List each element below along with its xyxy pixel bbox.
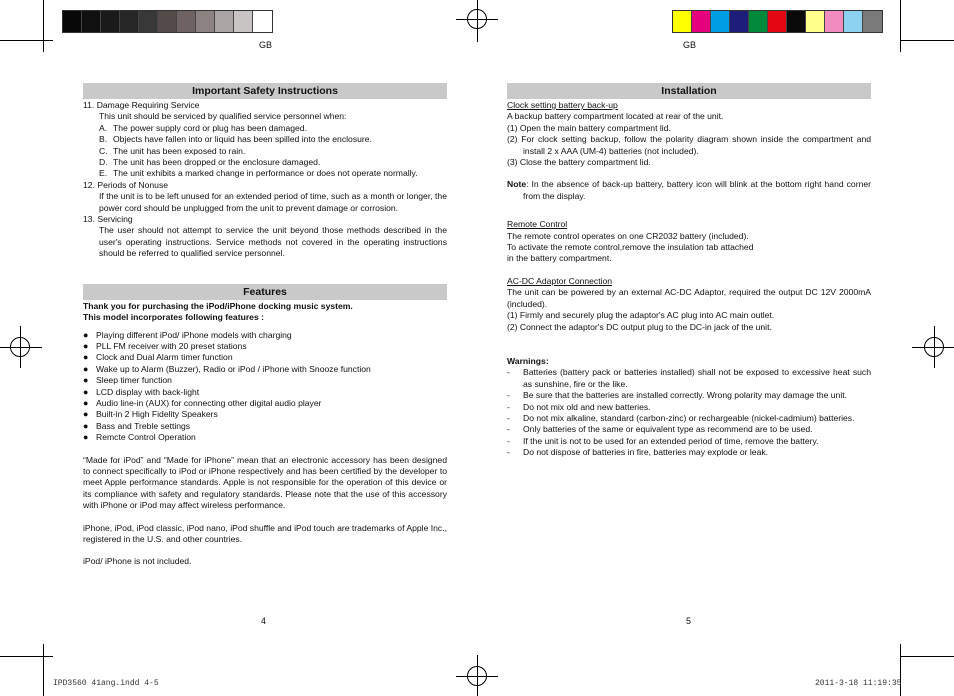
- remote-line: To activate the remote control,remove the insulation tab attached: [507, 242, 754, 253]
- feature-text: PLL FM receiver with 20 preset stations: [96, 340, 247, 351]
- bullet-dot: ●: [83, 409, 89, 420]
- right-page-column: [507, 83, 871, 459]
- subitem-text: The unit exhibits a marked change in performance or does not operate normally.: [113, 168, 418, 179]
- color-swatch: [158, 11, 177, 32]
- crop-mark: [43, 0, 44, 52]
- warning-text: Do not mix alkaline, standard (carbon-zinc) or rechargeable (nickel-cadmium) batteries.: [523, 412, 855, 423]
- remote-control-text: [507, 231, 871, 265]
- crop-mark: [900, 656, 954, 657]
- warning-dash: -: [507, 401, 510, 412]
- remote-line: in the battery compartment.: [507, 253, 612, 264]
- crop-mark: [0, 656, 53, 657]
- features-intro-2: This model incorporates following features :: [83, 312, 264, 323]
- feature-text: Bass and Treble settings: [96, 420, 191, 431]
- crop-mark: [900, 644, 901, 696]
- registration-mark: [0, 326, 42, 368]
- warning-dash: -: [507, 367, 510, 378]
- bullet-dot: ●: [83, 397, 89, 408]
- print-timestamp: 2011-3-18 11:19:35: [815, 679, 902, 688]
- clock-backup-title: Clock setting battery back-up: [507, 100, 618, 110]
- warning-dash: -: [507, 447, 510, 458]
- bullet-dot: ●: [83, 352, 89, 363]
- item-11-subitem: [83, 123, 447, 134]
- feature-item: [83, 375, 447, 386]
- bullet-dot: ●: [83, 432, 89, 443]
- color-swatch: [749, 11, 768, 32]
- subitem-text: The power supply cord or plug has been damaged.: [113, 122, 307, 133]
- item-13-text: The user should not attempt to service the unit beyond those methods described in the user's operating instructions. Service methods not covered in the operating instructions should be referred to qualified service personnel.: [99, 225, 447, 259]
- warning-text: Batteries (battery pack or batteries installed) shall not be exposed to excessive heat such as sunshine, fire or the like.: [523, 367, 871, 389]
- clock-backup-intro: A backup battery compartment located at rear of the unit.: [507, 111, 724, 122]
- item-11-title: 11. Damage Requiring Service: [83, 100, 200, 110]
- safety-header: Important Safety Instructions: [83, 83, 447, 99]
- color-swatch: [234, 11, 253, 32]
- feature-item: [83, 432, 447, 443]
- color-swatch: [768, 11, 787, 32]
- feature-text: Playing different iPod/ iPhone models with charging: [96, 329, 292, 340]
- clock-backup-steps: [507, 123, 871, 169]
- clock-step: (3) Close the battery compartment lid.: [507, 157, 651, 168]
- warning-dash: -: [507, 424, 510, 435]
- bullet-dot: ●: [83, 329, 89, 340]
- item-11-subitem: [83, 134, 447, 145]
- crop-mark: [0, 40, 53, 41]
- warning-text: Do not mix old and new batteries.: [523, 401, 651, 412]
- item-13-title: 13. Servicing: [83, 214, 133, 225]
- registration-mark: [456, 0, 498, 42]
- bullet-dot: ●: [83, 363, 89, 374]
- item-11-intro: This unit should be serviced by qualified service personnel when:: [99, 111, 347, 122]
- item-11-subitem: [83, 168, 447, 179]
- feature-text: Built-in 2 High Fidelity Speakers: [96, 409, 218, 420]
- warning-text: Be sure that the batteries are installed correctly. Wrong polarity may damage the unit.: [523, 390, 848, 401]
- acdc-step: (1) Firmly and securely plug the adaptor's AC plug into AC main outlet.: [507, 310, 775, 321]
- subitem-letter: D.: [99, 157, 108, 168]
- warnings-list: [507, 367, 871, 458]
- color-swatch: [101, 11, 120, 32]
- warning-text: If the unit is not to be used for an extended period of time, remove the battery.: [523, 435, 819, 446]
- item-12-text: If the unit is to be left unused for an extended period of time, such as a month or longer, the power cord should be unplugged from the unit to prevent damage or corrosion.: [99, 191, 447, 213]
- feature-text: Clock and Dual Alarm timer function: [96, 352, 233, 363]
- note-label: Note: [507, 179, 527, 190]
- bullet-dot: ●: [83, 386, 89, 397]
- feature-item: [83, 421, 447, 432]
- warning-item: [507, 424, 871, 435]
- warnings-title: Warnings:: [507, 355, 549, 366]
- warning-text: Only batteries of the same or equivalent type as recommend are to be used.: [523, 424, 813, 435]
- subitem-text: The unit has been dropped or the enclosure damaged.: [113, 157, 321, 168]
- color-swatch: [863, 11, 882, 32]
- process-color-bar: [672, 10, 883, 33]
- warning-item: [507, 367, 871, 390]
- color-swatch: [844, 11, 863, 32]
- color-swatch: [692, 11, 711, 32]
- color-swatch: [711, 11, 730, 32]
- feature-item: [83, 398, 447, 409]
- indd-file-slug: IPD3560 41ang.indd 4-5: [53, 679, 159, 688]
- feature-item: [83, 341, 447, 352]
- bullet-dot: ●: [83, 340, 89, 351]
- warning-dash: -: [507, 390, 510, 401]
- feature-text: Remcte Control Operation: [96, 432, 196, 443]
- feature-item: [83, 387, 447, 398]
- made-for-ipod-paragraph: “Made for iPod” and “Made for iPhone” mean that an electronic accessory has been designed to connect specifically to iPod or iPhone respectively and has been certified by the developer to meet Apple performance standards. Apple is not responsible for the operation of this device or its compliance with safety and regulatory standards. Please note that the use of this accessory with iPhone or iPod may affect wireless performance.: [83, 454, 447, 511]
- color-swatch: [177, 11, 196, 32]
- subitem-letter: C.: [99, 145, 108, 156]
- note-text: : In the absence of back-up battery, battery icon will blink at the bottom right hand corner from the display.: [523, 179, 871, 201]
- clock-step: (1) Open the main battery compartment lid.: [507, 122, 671, 133]
- left-page-column: [83, 83, 447, 568]
- acdc-intro: The unit can be powered by an external AC-DC Adaptor, required the output DC 12V 2000mA (included).: [507, 287, 871, 309]
- subitem-text: Objects have fallen into or liquid has been spilled into the enclosure.: [113, 134, 372, 145]
- feature-item: [83, 352, 447, 363]
- note-paragraph: [507, 179, 871, 202]
- bullet-dot: ●: [83, 420, 89, 431]
- language-label-left: GB: [259, 40, 273, 50]
- color-swatch: [787, 11, 806, 32]
- warning-item: [507, 390, 871, 401]
- acdc-title: AC-DC Adaptor Connection: [507, 275, 613, 286]
- not-included-note: iPod/ iPhone is not included.: [83, 556, 192, 567]
- color-swatch: [825, 11, 844, 32]
- color-swatch: [806, 11, 825, 32]
- color-swatch: [253, 11, 272, 32]
- subitem-letter: E.: [99, 168, 108, 179]
- bullet-dot: ●: [83, 375, 89, 386]
- feature-item: [83, 330, 447, 341]
- remote-line: The remote control operates on one CR2032 battery (included).: [507, 230, 749, 241]
- features-header: Features: [83, 284, 447, 300]
- warning-item: [507, 402, 871, 413]
- item-11-sublist: [83, 123, 447, 180]
- subitem-text: The unit has been exposed to rain.: [113, 145, 246, 156]
- language-label-right: GB: [683, 40, 697, 50]
- features-intro-1: Thank you for purchasing the iPod/iPhone docking music system.: [83, 300, 353, 311]
- grayscale-color-bar: [62, 10, 273, 33]
- subitem-letter: B.: [99, 134, 108, 145]
- feature-item: [83, 364, 447, 375]
- warning-text: Do not dispose of batteries in fire, batteries may explode or leak.: [523, 447, 769, 458]
- features-list: [83, 330, 447, 444]
- warning-dash: -: [507, 435, 510, 446]
- acdc-steps: [507, 310, 871, 333]
- warning-item: [507, 413, 871, 424]
- page-number-right: 5: [686, 616, 692, 626]
- crop-mark: [43, 644, 44, 696]
- feature-text: Wake up to Alarm (Buzzer), Radio or iPod / iPhone with Snooze function: [96, 363, 371, 374]
- color-swatch: [82, 11, 101, 32]
- registration-mark: [912, 326, 954, 368]
- registration-mark: [456, 655, 498, 696]
- color-swatch: [730, 11, 749, 32]
- color-swatch: [139, 11, 158, 32]
- warning-item: [507, 436, 871, 447]
- installation-header: Installation: [507, 83, 871, 99]
- trademarks-paragraph: iPhone, iPod, iPod classic, iPod nano, iPod shuffle and iPod touch are trademarks of Apple Inc., registered in the U.S. and other countries.: [83, 522, 447, 544]
- color-swatch: [196, 11, 215, 32]
- item-11-subitem: [83, 157, 447, 168]
- page-number-left: 4: [261, 616, 267, 626]
- color-swatch: [215, 11, 234, 32]
- color-swatch: [673, 11, 692, 32]
- crop-mark: [900, 0, 901, 52]
- feature-text: Sleep timer function: [96, 375, 172, 386]
- feature-text: LCD display with back-light: [96, 386, 200, 397]
- item-12-title: 12. Periods of Nonuse: [83, 179, 169, 190]
- acdc-step: (2) Connect the adaptor's DC output plug to the DC-in jack of the unit.: [507, 321, 772, 332]
- feature-text: Audio line-in (AUX) for connecting other digital audio player: [96, 397, 322, 408]
- feature-item: [83, 409, 447, 420]
- item-11-subitem: [83, 146, 447, 157]
- remote-control-title: Remote Control: [507, 219, 568, 230]
- clock-step: (2) For clock setting backup, follow the polarity diagram shown inside the compartment and install 2 x AAA (UM-4) batteries (not included).: [507, 134, 871, 156]
- color-swatch: [63, 11, 82, 32]
- color-swatch: [120, 11, 139, 32]
- warning-dash: -: [507, 412, 510, 423]
- crop-mark: [900, 40, 954, 41]
- warning-item: [507, 447, 871, 458]
- subitem-letter: A.: [99, 122, 108, 133]
